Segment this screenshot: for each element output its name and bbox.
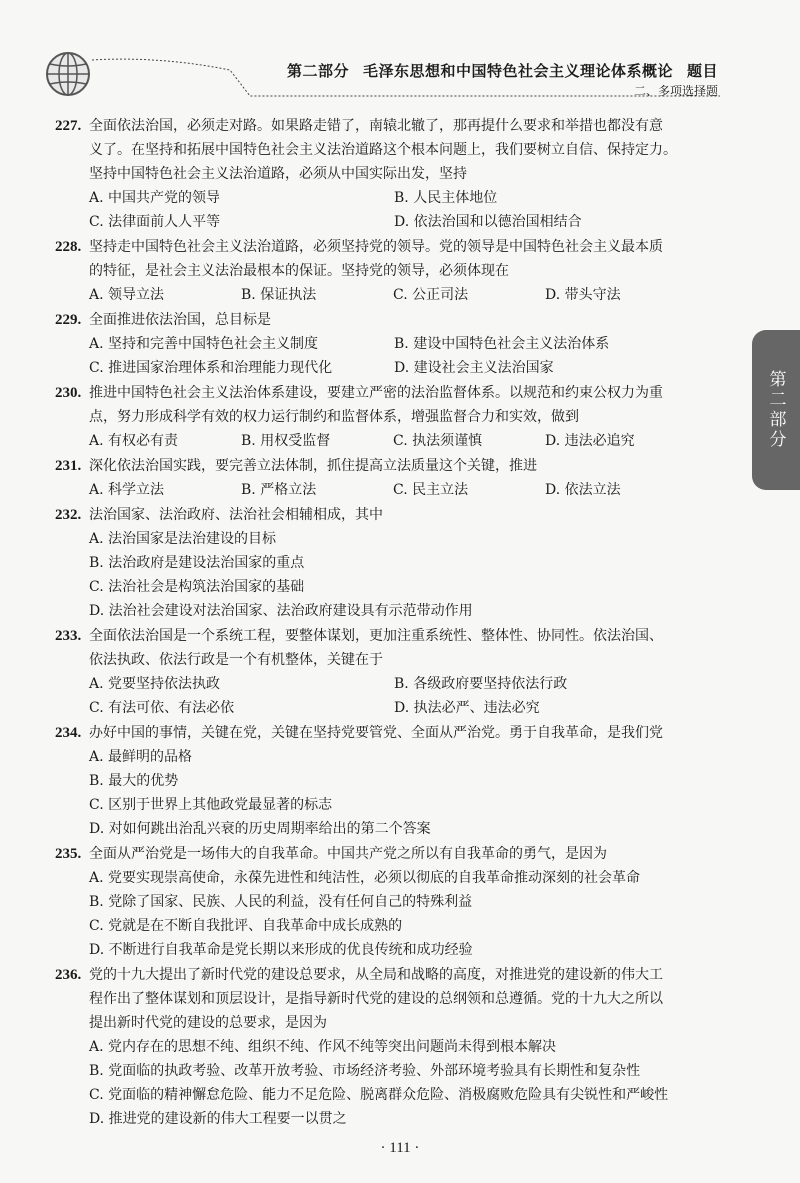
question-text: 坚持中国特色社会主义法治道路，必须从中国实际出发，坚持 <box>89 166 467 182</box>
option-b: B. 党面临的执政考验、改革开放考验、市场经济考验、外部环境考验具有长期性和复杂性 <box>89 1063 641 1079</box>
option-c: C. 法治社会是构筑法治国家的基础 <box>89 579 305 595</box>
question-228 <box>55 235 735 307</box>
header-book-title: 毛泽东思想和中国特色社会主义理论体系概论 <box>362 62 673 80</box>
question-number: 228. <box>55 239 82 255</box>
question-234 <box>55 721 735 841</box>
option-b: B. 建设中国特色社会主义法治体系 <box>394 336 610 352</box>
question-text: 全面从严治党是一场伟大的自我革命。中国共产党之所以有自我革命的勇气，是因为 <box>89 846 607 862</box>
option-b: B. 用权受监督 <box>241 433 331 449</box>
question-text: 全面依法治国是一个系统工程，要整体谋划，更加注重系统性、整体性、协同性。依法治国、 <box>89 628 663 644</box>
question-number: 234. <box>55 725 82 741</box>
option-b: B. 严格立法 <box>241 482 317 498</box>
header-section-label: 题目 <box>686 62 718 80</box>
option-c: C. 民主立法 <box>393 482 469 498</box>
header-subtitle: 二、多项选择题 <box>633 84 718 98</box>
option-a: A. 党要坚持依法执政 <box>89 676 221 692</box>
option-a: A. 中国共产党的领导 <box>89 190 221 206</box>
option-c: C. 区别于世界上其他政党最显著的标志 <box>89 797 333 813</box>
page-header <box>0 0 800 110</box>
option-b: B. 法治政府是建设法治国家的重点 <box>89 555 305 571</box>
question-text: 全面依法治国，必须走对路。如果路走错了，南辕北辙了，那再提什么要求和举措也都没有意 <box>89 118 663 134</box>
question-232 <box>55 503 735 623</box>
question-231 <box>55 454 735 502</box>
question-number: 235. <box>55 846 82 862</box>
option-b: B. 最大的优势 <box>89 773 179 789</box>
option-c: C. 法律面前人人平等 <box>89 214 221 230</box>
option-c: C. 执法须谨慎 <box>393 433 483 449</box>
option-d: D. 依法治国和以德治国相结合 <box>394 214 582 230</box>
question-text: 推进中国特色社会主义法治体系建设，要建立严密的法治监督体系。以规范和约束公权力为重 <box>89 385 663 401</box>
question-235 <box>55 842 735 962</box>
question-text: 点，努力形成科学有效的权力运行制约和监督体系，增强监督合力和实效，做到 <box>89 409 579 425</box>
question-text: 坚持走中国特色社会主义法治道路，必须坚持党的领导。党的领导是中国特色社会主义最本质 <box>89 239 663 255</box>
option-c: C. 有法可依、有法必依 <box>89 700 235 716</box>
question-number: 232. <box>55 507 82 523</box>
question-229 <box>55 308 735 380</box>
question-text: 义了。在坚持和拓展中国特色社会主义法治道路这个根本问题上，我们要树立自信、保持定力。 <box>89 142 677 158</box>
question-text: 提出新时代党的建设的总要求，是因为 <box>89 1015 327 1031</box>
option-c: C. 推进国家治理体系和治理能力现代化 <box>89 360 333 376</box>
option-d: D. 执法必严、违法必究 <box>394 700 540 716</box>
option-a: A. 法治国家是法治建设的目标 <box>89 531 277 547</box>
question-text: 办好中国的事情，关键在党，关键在坚持党要管党、全面从严治党。勇于自我革命，是我们党 <box>89 725 663 741</box>
option-a: A. 最鲜明的品格 <box>89 749 193 765</box>
header-title <box>287 60 718 81</box>
question-text: 程作出了整体谋划和顶层设计，是指导新时代党的建设的总纲领和总遵循。党的十九大之所以 <box>89 991 663 1007</box>
page-number: · 111 · <box>380 1140 420 1156</box>
question-text: 深化依法治国实践，要完善立法体制，抓住提高立法质量这个关键，推进 <box>89 458 537 474</box>
option-d: D. 建设社会主义法治国家 <box>394 360 554 376</box>
question-text: 依法执政、依法行政是一个有机整体，关键在于 <box>89 652 383 668</box>
option-a: A. 坚持和完善中国特色社会主义制度 <box>89 336 319 352</box>
option-a: A. 党内存在的思想不纯、组织不纯、作风不纯等突出问题尚未得到根本解决 <box>89 1039 557 1055</box>
option-a: A. 有权必有责 <box>89 433 179 449</box>
option-d: D. 依法立法 <box>545 482 621 498</box>
side-tab-label: 第二部分 <box>765 370 786 450</box>
question-text: 党的十九大提出了新时代党的建设总要求，从全局和战略的高度，对推进党的建设新的伟大工 <box>89 967 663 983</box>
option-d: D. 违法必追究 <box>545 433 635 449</box>
question-number: 229. <box>55 312 82 328</box>
question-number: 236. <box>55 967 82 983</box>
option-b: B. 各级政府要坚持依法行政 <box>394 676 568 692</box>
option-b: B. 党除了国家、民族、人民的利益，没有任何自己的特殊利益 <box>89 894 473 910</box>
option-d: D. 带头守法 <box>545 287 621 303</box>
question-236 <box>55 963 735 1131</box>
option-c: C. 公正司法 <box>393 287 469 303</box>
option-a: A. 领导立法 <box>89 287 165 303</box>
header-part-label: 第二部分 <box>286 62 349 80</box>
question-list <box>55 114 735 1132</box>
option-d: D. 对如何跳出治乱兴衰的历史周期率给出的第二个答案 <box>89 821 431 837</box>
option-d: D. 不断进行自我革命是党长期以来形成的优良传统和成功经验 <box>89 942 473 958</box>
question-233 <box>55 624 735 720</box>
question-227 <box>55 114 735 234</box>
option-a: A. 科学立法 <box>89 482 165 498</box>
question-text: 的特征，是社会主义法治最根本的保证。坚持党的领导，必须体现在 <box>89 263 509 279</box>
section-side-tab <box>752 330 800 490</box>
option-b: B. 保证执法 <box>241 287 317 303</box>
question-number: 227. <box>55 118 82 134</box>
question-230 <box>55 381 735 453</box>
option-d: D. 推进党的建设新的伟大工程要一以贯之 <box>89 1111 347 1127</box>
question-text: 全面推进依法治国，总目标是 <box>89 312 271 328</box>
option-c: C. 党就是在不断自我批评、自我革命中成长成熟的 <box>89 918 403 934</box>
option-d: D. 法治社会建设对法治国家、法治政府建设具有示范带动作用 <box>89 603 473 619</box>
question-number: 231. <box>55 458 82 474</box>
question-text: 法治国家、法治政府、法治社会相辅相成，其中 <box>89 507 383 523</box>
question-number: 230. <box>55 385 82 401</box>
option-c: C. 党面临的精神懈怠危险、能力不足危险、脱离群众危险、消极腐败危险具有尖锐性和严峻性 <box>89 1087 669 1103</box>
question-number: 233. <box>55 628 82 644</box>
option-a: A. 党要实现崇高使命，永葆先进性和纯洁性，必须以彻底的自我革命推动深刻的社会革命 <box>89 870 641 886</box>
option-b: B. 人民主体地位 <box>394 190 498 206</box>
